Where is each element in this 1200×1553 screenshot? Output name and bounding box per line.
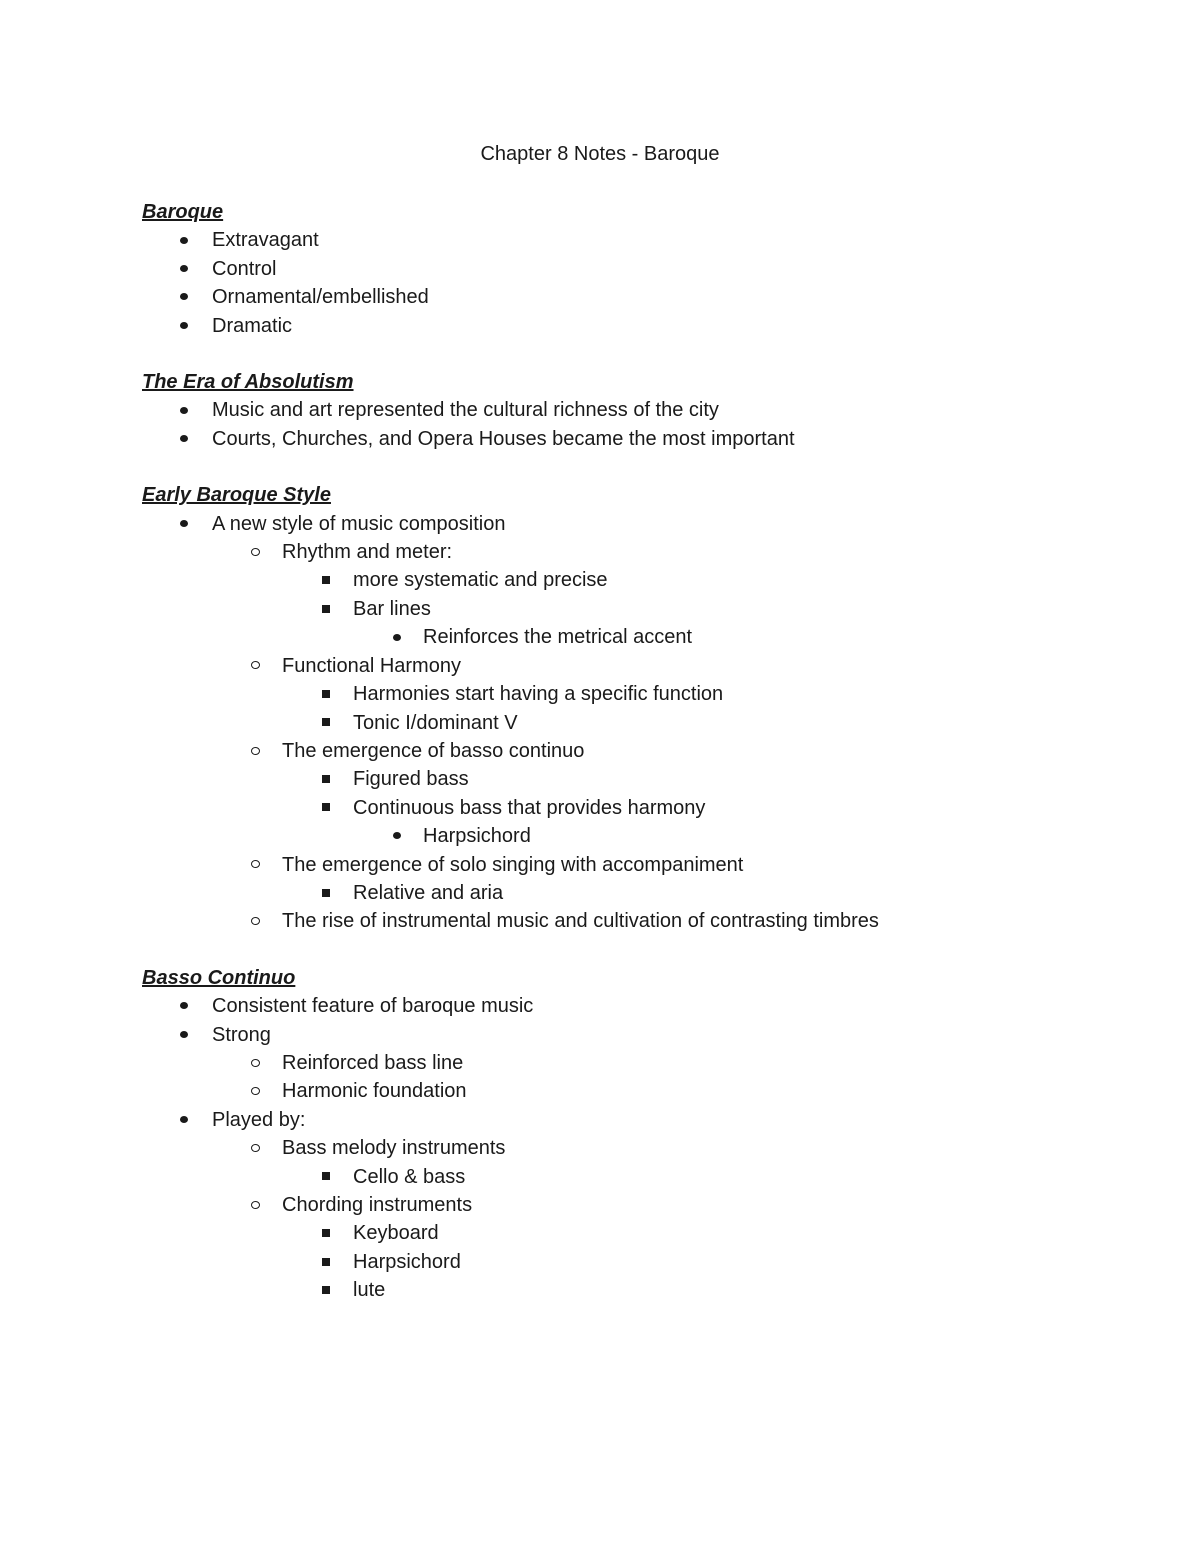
list-item-text: Ornamental/embellished <box>212 286 429 309</box>
list-item-text: Cello & bass <box>353 1165 466 1188</box>
list-item-text: Reinforced bass line <box>282 1051 464 1074</box>
list-item <box>142 879 1102 907</box>
list-item <box>142 283 1102 311</box>
list-item <box>142 226 1102 254</box>
bullet-square-icon <box>316 680 336 708</box>
list-item <box>142 680 1102 708</box>
bullet-dot-icon <box>174 255 194 283</box>
list-item-text: more systematic and precise <box>353 569 608 592</box>
list-item <box>142 595 1102 623</box>
list-item <box>142 566 1102 594</box>
list-item-text: lute <box>353 1279 386 1302</box>
list-item <box>142 1106 1102 1134</box>
bullet-dot-icon <box>387 822 407 850</box>
list-item <box>142 312 1102 340</box>
list-item-text: Functional Harmony <box>282 654 461 677</box>
bullet-square-icon <box>316 1248 336 1276</box>
list-item-text: The emergence of solo singing with accompaniment <box>282 853 744 876</box>
document-body <box>142 198 1102 1333</box>
bullet-ring-icon <box>245 652 265 680</box>
list-item <box>142 538 1102 566</box>
list-item-text: Control <box>212 257 277 280</box>
list-item-text: Dramatic <box>212 314 293 337</box>
bullet-ring-icon <box>245 907 265 935</box>
list-item <box>142 737 1102 765</box>
bullet-ring-icon <box>245 538 265 566</box>
list-item <box>142 1219 1102 1247</box>
bullet-dot-icon <box>174 992 194 1020</box>
list-item-text: Reinforces the metrical accent <box>423 626 693 649</box>
list-item <box>142 765 1102 793</box>
list-item <box>142 992 1102 1020</box>
section-heading: The Era of Absolutism <box>142 371 354 394</box>
list-item-text: Played by: <box>212 1108 306 1131</box>
list-item-text: Chording instruments <box>282 1194 473 1216</box>
bullet-square-icon <box>316 765 336 793</box>
bullet-ring-icon <box>245 1191 265 1219</box>
list-item-text: Tonic I/dominant V <box>353 711 518 734</box>
section-heading: Basso Continuo <box>142 966 296 989</box>
list-item-text: Consistent feature of baroque music <box>212 995 534 1018</box>
bullet-square-icon <box>316 1163 336 1191</box>
list-item <box>142 1191 1102 1219</box>
list-item-text: Strong <box>212 1023 271 1046</box>
list-item-text: Continuous bass that provides harmony <box>353 796 706 819</box>
list-item <box>142 822 1102 850</box>
list-item-text: Figured bass <box>353 768 469 791</box>
bullet-ring-icon <box>245 737 265 765</box>
bullet-square-icon <box>316 794 336 822</box>
bullet-dot-icon <box>174 510 194 538</box>
list-item-text: Extravagant <box>212 229 319 252</box>
list-item <box>142 1248 1102 1276</box>
bullet-ring-icon <box>245 851 265 879</box>
list-item <box>142 794 1102 822</box>
list-item-text: Keyboard <box>353 1222 439 1245</box>
bullet-dot-icon <box>387 623 407 651</box>
list-item <box>142 1276 1102 1304</box>
list-item-text: Harmonic foundation <box>282 1080 467 1103</box>
list-item <box>142 851 1102 879</box>
section <box>142 198 1102 340</box>
list-item <box>142 255 1102 283</box>
list-item <box>142 396 1102 424</box>
list-item-text: A new style of music composition <box>212 512 506 535</box>
list-item <box>142 1077 1102 1105</box>
list-item-text: Music and art represented the cultural richness of the city <box>212 399 719 422</box>
bullet-ring-icon <box>245 1077 265 1105</box>
bullet-dot-icon <box>174 226 194 254</box>
list-item-text: Courts, Churches, and Opera Houses became the most important <box>212 427 795 450</box>
list-item-text: Harpsichord <box>353 1250 461 1273</box>
bullet-dot-icon <box>174 1021 194 1049</box>
section <box>142 481 1102 936</box>
list-item-text: The emergence of basso continuo <box>282 739 585 762</box>
list-item <box>142 1134 1102 1162</box>
bullet-square-icon <box>316 709 336 737</box>
section <box>142 964 1102 1305</box>
list-item-text: Relative and aria <box>353 881 504 904</box>
bullet-square-icon <box>316 1276 336 1304</box>
list-item <box>142 1021 1102 1049</box>
bullet-ring-icon <box>245 1134 265 1162</box>
list-item-text: Rhythm and meter: <box>282 541 453 564</box>
list-item <box>142 1163 1102 1191</box>
section-heading: Early Baroque Style <box>142 484 331 507</box>
section-heading: Baroque <box>142 201 224 223</box>
list-item <box>142 623 1102 651</box>
section <box>142 368 1102 453</box>
bullet-dot-icon <box>174 425 194 453</box>
list-item <box>142 709 1102 737</box>
bullet-dot-icon <box>174 312 194 340</box>
bullet-dot-icon <box>174 283 194 311</box>
bullet-square-icon <box>316 879 336 907</box>
list-item <box>142 907 1102 935</box>
list-item <box>142 1049 1102 1077</box>
bullet-dot-icon <box>174 396 194 424</box>
list-item <box>142 510 1102 538</box>
list-item <box>142 652 1102 680</box>
list-item-text: The rise of instrumental music and cultivation of contrasting timbres <box>282 910 879 933</box>
list-item-text: Harmonies start having a specific function <box>353 683 724 706</box>
bullet-square-icon <box>316 566 336 594</box>
bullet-square-icon <box>316 1219 336 1247</box>
list-item-text: Harpsichord <box>423 825 531 848</box>
list-item <box>142 425 1102 453</box>
bullet-ring-icon <box>245 1049 265 1077</box>
bullet-square-icon <box>316 595 336 623</box>
bullet-dot-icon <box>174 1106 194 1134</box>
list-item-text: Bar lines <box>353 597 431 620</box>
document-title: Chapter 8 Notes - Baroque <box>480 143 720 165</box>
list-item-text: Bass melody instruments <box>282 1137 506 1160</box>
